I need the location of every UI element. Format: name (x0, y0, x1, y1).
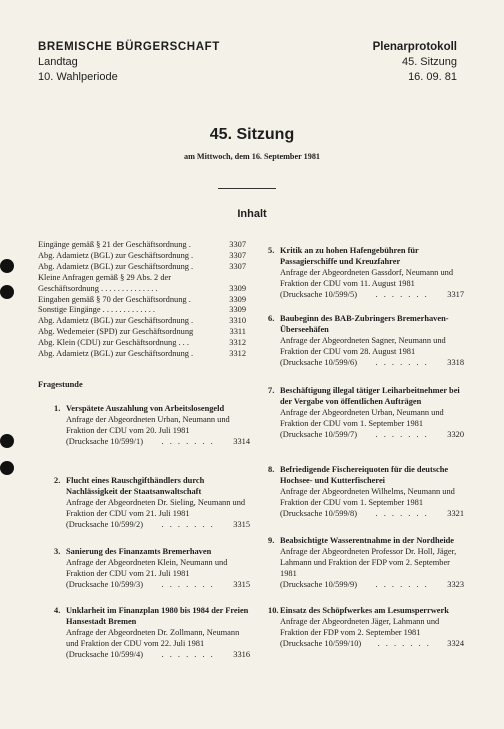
title-divider (218, 188, 276, 189)
punch-hole (0, 434, 14, 448)
parliament-name: BREMISCHE BÜRGERSCHAFT (38, 41, 220, 53)
item-heading: Sanierung des Finanzamts Bremerhaven (66, 547, 212, 556)
contents-heading: Inhalt (237, 208, 267, 220)
question-item: 3. Sanierung des Finanzamts Bremerhaven Anfrage der Abgeordneten Klein, Neumann und Fraktion der CDU vom 21. Juli 1981 (Drucksache 10/599/3) . . . . . . . 3315 (54, 547, 250, 589)
question-item: 2. Flucht eines Rauschgifthändlers durch Nachlässigkeit der Staatsanwaltschaft Anfrage der Abgeordneten Dr. Sieling, Neumann und Fraktion der CDU vom 21. Juli 1981 (Drucksache 10/599/2) . . . . . . . 3315 (54, 476, 250, 529)
item-number: 4. (54, 606, 61, 615)
toc-list (38, 240, 246, 360)
item-number: 3. (54, 547, 61, 556)
question-item: 9. Beabsichtigte Wasserentnahme in der Nordheide Anfrage der Abgeordneten Professor Dr. Holl, Jäger, Lahmann und Fraktion der FDP vom 2. September 1981 (Drucksache 10/599/9) . . . . . . . 3323 (268, 536, 464, 589)
item-reference: (Drucksache 10/599/5) (280, 289, 357, 299)
item-text: Anfrage der Abgeordneten Jäger, Lahmann und Fraktion der FDP vom 2. September 1981 (280, 616, 440, 637)
punch-hole (0, 285, 14, 299)
session-number: 45. Sitzung (401, 56, 457, 68)
item-page: 3317 (447, 289, 464, 299)
item-heading: Befriedigende Fischereiquoten für die deutsche Hochsee- und Kutterfischerei (280, 465, 449, 485)
item-reference: (Drucksache 10/599/8) (280, 508, 357, 518)
chamber-name: Landtag (38, 56, 78, 68)
item-reference: (Drucksache 10/599/2) (66, 519, 143, 529)
item-heading: Beabsichtigte Wasserentnahme in der Nordheide (280, 536, 455, 545)
question-item: 4. Unklarheit im Finanzplan 1980 bis 1984 der Freien Hansestadt Bremen Anfrage der Abgeordneten Dr. Zollmann, Neumann und Fraktion der CDU vom 22. Juli 1981 (Drucksache 10/599/4) . . . . . . . 3316 (54, 606, 250, 659)
item-number: 10. (268, 606, 279, 615)
toc-entry: Kleine Anfragen gemäß § 29 Abs. 2 der Geschäftsordnung . . . . . . . . . . . . . . 3309 (38, 272, 246, 293)
header-left (38, 40, 220, 85)
item-heading: Unklarheit im Finanzplan 1980 bis 1984 der Freien Hansestadt Bremen (66, 606, 249, 626)
punch-hole (0, 259, 14, 273)
item-text: Anfrage der Abgeordneten Dr. Zollmann, Neumann und Fraktion der CDU vom 22. Juli 1981 (66, 627, 240, 648)
header-right (373, 40, 457, 85)
question-item: 5. Kritik an zu hohen Hafengebühren für Passagierschiffe und Kreuzfahrer Anfrage der Abgeordneten Gassdorf, Neumann und Fraktion der CDU vom 11. August 1981 (Drucksache 10/599/5) . . . . . . . 3317 (268, 246, 464, 299)
item-heading: Flucht eines Rauschgifthändlers durch Nachlässigkeit der Staatsanwaltschaft (66, 476, 205, 496)
item-reference: (Drucksache 10/599/10) (280, 638, 362, 648)
item-page: 3315 (233, 519, 250, 529)
item-number: 8. (268, 465, 275, 474)
item-heading: Verspätete Auszahlung von Arbeitslosengeld (66, 404, 225, 413)
item-text: Anfrage der Abgeordneten Dr. Sieling, Neumann und Fraktion der CDU vom 21. Juli 1981 (66, 497, 246, 518)
toc-entry: Abg. Adamietz (BGL) zur Geschäftsordnung . 3307 (38, 250, 246, 260)
question-item: 10. Einsatz des Schöpfwerkes am Lesumsperrwerk Anfrage der Abgeordneten Jäger, Lahmann und Fraktion der FDP vom 2. September 1981 (Drucksache 10/599/10) . . . . . . . 3324 (268, 606, 464, 648)
toc-entry: Abg. Adamietz (BGL) zur Geschäftsordnung . 3307 (38, 261, 246, 271)
item-page: 3323 (447, 579, 464, 589)
document-type: Plenarprotokoll (372, 41, 457, 53)
item-heading: Kritik an zu hohen Hafengebühren für Passagierschiffe und Kreuzfahrer (280, 246, 419, 266)
item-page: 3316 (233, 649, 250, 659)
item-reference: (Drucksache 10/599/1) (66, 436, 143, 446)
item-text: Anfrage der Abgeordneten Professor Dr. Holl, Jäger, Lahmann und Fraktion der FDP vom 2. September 1981 (280, 546, 457, 578)
question-time-heading: Fragestunde (38, 380, 83, 389)
item-reference: (Drucksache 10/599/7) (280, 429, 357, 439)
item-text: Anfrage der Abgeordneten Urban, Neumann und Fraktion der CDU vom 20. Juli 1981 (66, 414, 230, 435)
legislative-period: 10. Wahlperiode (38, 71, 118, 83)
item-number: 9. (268, 536, 275, 545)
toc-entry: Eingänge gemäß § 21 der Geschäftsordnung . 3307 (38, 240, 246, 249)
item-page: 3315 (233, 579, 250, 589)
toc-entry: Abg. Wedemeier (SPD) zur Geschäftsordnung 3311 (38, 327, 246, 337)
item-number: 2. (54, 476, 61, 485)
session-date: 16. 09. 81 (408, 71, 457, 83)
item-text: Anfrage der Abgeordneten Wilhelms, Neumann und Fraktion der CDU vom 1. September 1981 (280, 486, 455, 507)
item-reference: (Drucksache 10/599/9) (280, 579, 357, 589)
item-number: 6. (268, 314, 275, 323)
punch-hole (0, 461, 14, 475)
toc-entry: Abg. Klein (CDU) zur Geschäftsordnung . . . 3312 (38, 338, 246, 348)
item-reference: (Drucksache 10/599/6) (280, 357, 357, 367)
item-reference: (Drucksache 10/599/3) (66, 579, 143, 589)
item-number: 7. (268, 386, 275, 395)
toc-entry: Abg. Adamietz (BGL) zur Geschäftsordnung . 3310 (38, 316, 246, 326)
toc-entry: Abg. Adamietz (BGL) zur Geschäftsordnung . 3312 (38, 349, 246, 359)
item-heading: Baubeginn des BAB-Zubringers Bremerhaven-Überseehäfen (280, 314, 449, 334)
item-heading: Beschäftigung illegal tätiger Leiharbeitnehmer bei der Vergabe von öffentlichen Aufträgen (280, 386, 460, 406)
page-title: 45. Sitzung (209, 126, 295, 143)
item-page: 3314 (233, 436, 250, 446)
question-item: 8. Befriedigende Fischereiquoten für die deutsche Hochsee- und Kutterfischerei Anfrage der Abgeordneten Wilhelms, Neumann und Fraktion der CDU vom 1. September 1981 (Drucksache 10/599/8) . . . . . . . 3321 (268, 465, 464, 518)
item-page: 3321 (447, 508, 464, 518)
question-item: 6. Baubeginn des BAB-Zubringers Bremerhaven-Überseehäfen Anfrage der Abgeordneten Sagner, Neumann und Fraktion der CDU vom 28. August 1981 (Drucksache 10/599/6) . . . . . . . 3318 (268, 314, 464, 367)
item-page: 3324 (447, 638, 464, 648)
item-text: Anfrage der Abgeordneten Klein, Neumann und Fraktion der CDU vom 21. Juli 1981 (66, 557, 228, 578)
toc-entry: Eingaben gemäß § 70 der Geschäftsordnung . 3309 (38, 294, 246, 304)
item-text: Anfrage der Abgeordneten Gassdorf, Neumann und Fraktion der CDU vom 11. August 1981 (280, 267, 454, 288)
question-item: 7. Beschäftigung illegal tätiger Leiharbeitnehmer bei der Vergabe von öffentlichen Aufträgen Anfrage der Abgeordneten Urban, Neumann und Fraktion der CDU vom 1. September 1981 (Drucksache 10/599/7) . . . . . . . 3320 (268, 386, 464, 439)
item-page: 3318 (447, 357, 464, 367)
item-text: Anfrage der Abgeordneten Sagner, Neumann und Fraktion der CDU vom 28. August 1981 (280, 335, 446, 356)
item-page: 3320 (447, 429, 464, 439)
item-heading: Einsatz des Schöpfwerkes am Lesumsperrwerk (280, 606, 449, 615)
item-reference: (Drucksache 10/599/4) (66, 649, 143, 659)
toc-entry: Sonstige Eingänge . . . . . . . . . . . . . 3309 (38, 305, 246, 315)
item-number: 5. (268, 246, 275, 255)
item-number: 1. (54, 404, 61, 413)
question-item: 1. Verspätete Auszahlung von Arbeitslosengeld Anfrage der Abgeordneten Urban, Neumann und Fraktion der CDU vom 20. Juli 1981 (Drucksache 10/599/1) . . . . . . . 3314 (54, 404, 250, 446)
item-text: Anfrage der Abgeordneten Urban, Neumann und Fraktion der CDU vom 1. September 1981 (280, 407, 444, 428)
page-subtitle: am Mittwoch, dem 16. September 1981 (183, 152, 321, 161)
